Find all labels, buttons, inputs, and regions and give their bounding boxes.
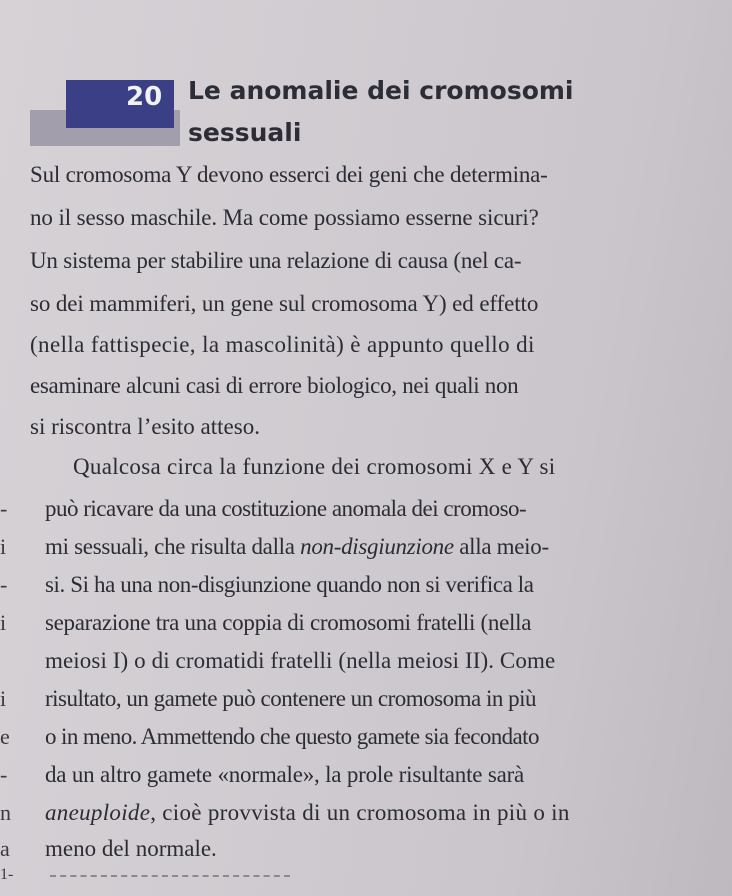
- text-line: esaminare alcuni casi di errore biologico, nei quali non: [30, 373, 519, 398]
- margin-fragment: -: [0, 496, 8, 521]
- section-title-line-1: Le anomalie dei cromosomi: [188, 76, 574, 105]
- emphasized-term: aneuploide: [45, 800, 151, 825]
- text-line: no il sesso maschile. Ma come possiamo esserne sicuri?: [30, 205, 539, 230]
- text-line: può ricavare da una costituzione anomala dei cromoso-: [45, 496, 527, 521]
- text-line: [45, 532, 549, 562]
- text-line: so dei mammiferi, un gene sul cromosoma Y) ed effetto: [30, 291, 539, 316]
- bottom-divider: [50, 875, 290, 877]
- text-line: Qualcosa circa la funzione dei cromosomi X e Y si: [73, 454, 556, 479]
- text-run: alla meio-: [453, 534, 549, 559]
- margin-fragment: i: [0, 534, 7, 559]
- text-line: [45, 798, 570, 828]
- text-line: separazione tra una coppia di cromosomi fratelli (nella: [45, 610, 532, 635]
- margin-fragment: i: [0, 610, 7, 635]
- text-line: o in meno. Ammettendo che questo gamete sia fecondato: [45, 724, 539, 749]
- text-run: mi sessuali, che risulta dalla: [45, 534, 301, 559]
- section-number: 20: [126, 82, 163, 112]
- text-line: da un altro gamete «normale», la prole risultante sarà: [45, 762, 525, 787]
- text-line: meiosi I) o di cromatidi fratelli (nella meiosi II). Come: [45, 648, 556, 673]
- text-line: meno del normale.: [45, 836, 217, 861]
- margin-fragment: 1-: [0, 866, 14, 883]
- text-line: si. Si ha una non-disgiunzione quando non si verifica la: [45, 572, 534, 597]
- margin-fragment: e: [0, 724, 10, 749]
- text-run: , cioè provvista di un cromosoma in più o in: [150, 800, 570, 825]
- text-line: si riscontra l’esito atteso.: [30, 414, 260, 439]
- text-line: Un sistema per stabilire una relazione di causa (nel ca-: [30, 248, 522, 273]
- section-title-line-2: sessuali: [188, 118, 302, 147]
- section-title: [188, 70, 668, 154]
- margin-fragment: n: [0, 800, 11, 825]
- margin-fragment: -: [0, 572, 8, 597]
- margin-fragment: i: [0, 686, 7, 711]
- text-line: risultato, un gamete può contenere un cromosoma in più: [45, 686, 537, 711]
- emphasized-term: non-disgiunzione: [300, 534, 454, 559]
- text-line: (nella fattispecie, la mascolinità) è appunto quello di: [30, 332, 535, 357]
- margin-fragment: a: [0, 836, 10, 861]
- margin-fragment: -: [0, 762, 8, 787]
- text-line: Sul cromosoma Y devono esserci dei geni che determina-: [30, 162, 548, 187]
